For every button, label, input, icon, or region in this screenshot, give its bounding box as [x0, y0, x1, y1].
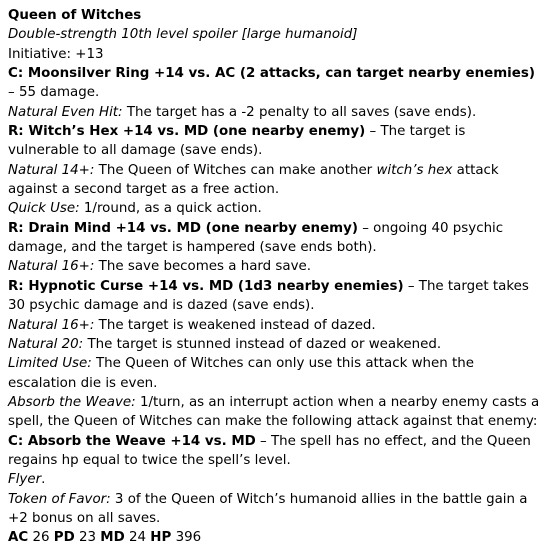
- attack-effect: – ongoing 40 psychic damage, and the target is hampered (save ends both).: [8, 220, 504, 256]
- monster-subtitle: Double-strength 10th level spoiler [large humanoid]: [8, 27, 358, 43]
- md-label: MD: [100, 530, 125, 546]
- feature-label: Token of Favor:: [8, 491, 111, 507]
- trigger-natural-16-drain: [8, 257, 540, 276]
- feature-label: Absorb the Weave:: [8, 394, 136, 410]
- attack-effect: – The spell has no effect, and the Queen regains hp equal to twice the spell’s level.: [8, 433, 531, 468]
- hp-label: HP: [150, 530, 172, 546]
- trigger-text: 1/round, as a quick action.: [79, 201, 262, 217]
- flyer-label: Flyer: [8, 472, 42, 488]
- trigger-text: The save becomes a hard save.: [94, 259, 312, 275]
- attack-head: R: Witch’s Hex +14 vs. MD (one nearby enemy): [8, 124, 366, 140]
- feature-text: 1/turn, as an interrupt action when a nearby enemy casts a spell, the Queen of Witches can make the following attack against that enemy:: [8, 394, 540, 430]
- pd-label: PD: [53, 530, 75, 546]
- trigger-text: attack against a second target as a free action.: [8, 162, 499, 198]
- trigger-natural-16-curse: [8, 316, 540, 335]
- attack-head: C: Moonsilver Ring +14 vs. AC (2 attacks, can target nearby enemies): [8, 66, 535, 82]
- feature-token-of-favor: [8, 490, 540, 529]
- trigger-label: Natural 14+:: [8, 162, 95, 178]
- hp-value: 396: [171, 530, 202, 546]
- monster-name: Queen of Witches: [8, 8, 142, 23]
- flyer-period: .: [41, 472, 46, 488]
- attack-head: R: Hypnotic Curse +14 vs. MD (1d3 nearby enemies): [8, 278, 404, 294]
- trigger-quick-use: [8, 199, 540, 218]
- feature-flyer: [8, 470, 540, 489]
- md-value: 24: [124, 530, 151, 546]
- trigger-italic-term: witch’s hex: [376, 162, 453, 178]
- attack-absorb-the-weave: [8, 432, 540, 471]
- attack-effect: – The target is vulnerable to all damage (save ends).: [8, 124, 466, 159]
- trigger-text: The Queen of Witches can only use this attack when the escalation die is even.: [8, 356, 475, 391]
- trigger-label: Natural 20:: [8, 336, 84, 352]
- ac-value: 26: [28, 530, 54, 546]
- trigger-label: Natural Even Hit:: [8, 104, 123, 120]
- trigger-text: The Queen of Witches can make another: [94, 162, 377, 178]
- trigger-label: Natural 16+:: [8, 317, 95, 333]
- attack-drain-mind: [8, 219, 540, 258]
- trigger-text: The target has a -2 penalty to all saves (save ends).: [122, 104, 477, 120]
- attack-hypnotic-curse: [8, 277, 540, 316]
- trigger-label: Limited Use:: [8, 356, 92, 372]
- defense-stats: [8, 528, 540, 547]
- trigger-natural-20: [8, 335, 540, 354]
- ac-label: AC: [8, 530, 29, 546]
- attack-moonsilver-ring: [8, 64, 540, 103]
- pd-value: 23: [74, 530, 101, 546]
- trigger-text: The target is stunned instead of dazed or weakened.: [83, 336, 442, 352]
- feature-absorb-the-weave: [8, 393, 540, 432]
- trigger-text: The target is weakened instead of dazed.: [94, 317, 376, 333]
- attack-head: R: Drain Mind +14 vs. MD (one nearby enemy): [8, 220, 358, 236]
- trigger-label: Natural 16+:: [8, 259, 95, 275]
- trigger-natural-14: [8, 161, 540, 200]
- trigger-limited-use: [8, 354, 540, 393]
- trigger-natural-even-hit: [8, 103, 540, 122]
- initiative: Initiative: +13: [8, 46, 104, 62]
- attack-head: C: Absorb the Weave +14 vs. MD: [8, 433, 256, 449]
- feature-text: 3 of the Queen of Witch’s humanoid allies in the battle gain a +2 bonus on all saves.: [8, 491, 528, 526]
- attack-effect: – 55 damage.: [8, 85, 100, 101]
- attack-effect: – The target takes 30 psychic damage and is dazed (save ends).: [8, 278, 529, 314]
- attack-witchs-hex: [8, 122, 540, 161]
- trigger-label: Quick Use:: [8, 201, 80, 217]
